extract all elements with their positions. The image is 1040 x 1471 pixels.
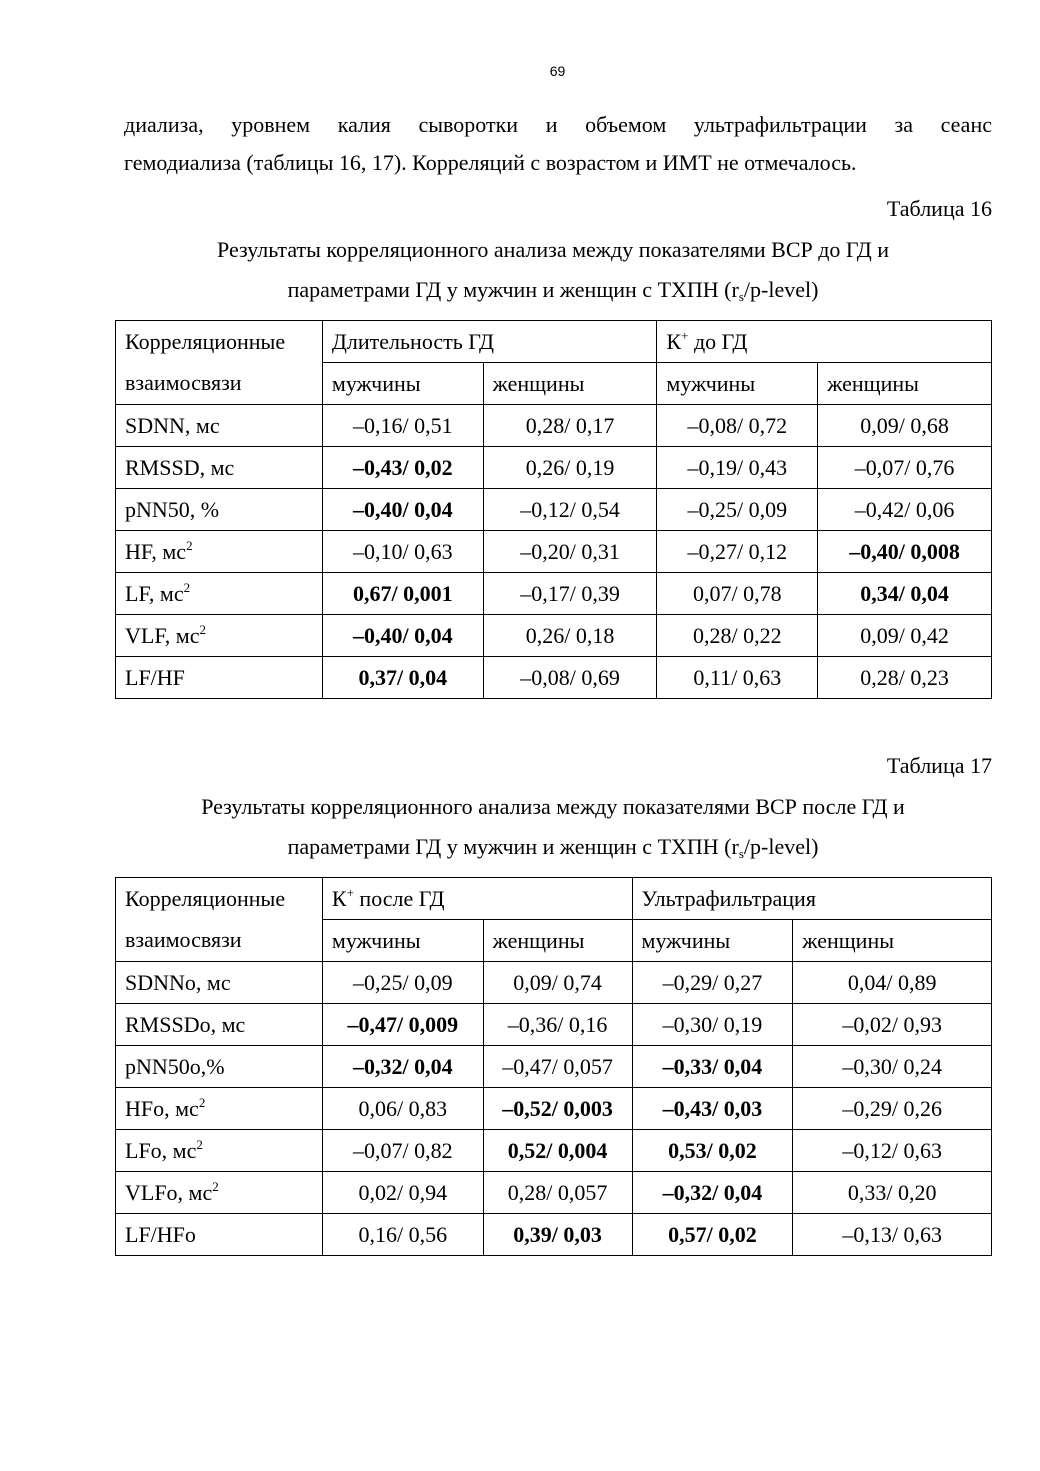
row-label: pNN50, %: [116, 489, 323, 531]
header-group-ultrafiltration: Ультрафильтрация: [632, 878, 991, 920]
table-cell: 0,16/ 0,56: [322, 1214, 483, 1256]
table-row: [116, 1214, 992, 1256]
table-17-caption-line-2: параметрами ГД у мужчин и женщин с ТХПН $(r_s/p-level)$: [287, 834, 819, 861]
header-women: женщины: [483, 363, 657, 405]
table-cell: –0,17/ 0,39: [483, 573, 657, 615]
table-cell: 0,37/ 0,04: [322, 657, 483, 699]
table-cell: 0,28/ 0,22: [657, 615, 818, 657]
table-cell: –0,32/ 0,04: [632, 1172, 793, 1214]
table-cell: –0,47/ 0,009: [322, 1004, 483, 1046]
table-cell: –0,12/ 0,63: [793, 1130, 992, 1172]
table-cell: –0,02/ 0,93: [793, 1004, 992, 1046]
table-cell: –0,33/ 0,04: [632, 1046, 793, 1088]
table-cell: –0,10/ 0,63: [322, 531, 483, 573]
table-cell: –0,40/ 0,008: [818, 531, 992, 573]
row-label: pNN50о,%: [116, 1046, 323, 1088]
header-group-potassium-post: К+ после ГД: [322, 878, 632, 920]
table-cell: –0,19/ 0,43: [657, 447, 818, 489]
table-row: [116, 657, 992, 699]
table-16-label: Таблица 16: [886, 196, 992, 221]
table-cell: 0,39/ 0,03: [483, 1214, 632, 1256]
table-cell: –0,27/ 0,12: [657, 531, 818, 573]
table-cell: –0,08/ 0,69: [483, 657, 657, 699]
table-cell: –0,32/ 0,04: [322, 1046, 483, 1088]
table-cell: –0,12/ 0,54: [483, 489, 657, 531]
table-cell: –0,25/ 0,09: [322, 962, 483, 1004]
table-cell: –0,29/ 0,26: [793, 1088, 992, 1130]
table-cell: 0,26/ 0,19: [483, 447, 657, 489]
table-cell: –0,30/ 0,24: [793, 1046, 992, 1088]
header-women: женщины: [793, 920, 992, 962]
page-number: 69: [549, 63, 566, 79]
table-cell: –0,16/ 0,51: [322, 405, 483, 447]
paragraph-line-1: диализа, уровнем калия сыворотки и объемом ультрафильтрации за сеанс: [124, 112, 992, 137]
table-cell: –0,13/ 0,63: [793, 1214, 992, 1256]
paragraph-line-2: гемодиализа (таблицы 16, 17). Корреляций с возрастом и ИМТ не отмечалось.: [124, 150, 857, 175]
header-group-duration: Длительность ГД: [322, 321, 657, 363]
header-relations: взаимосвязи: [116, 363, 323, 405]
table-cell: –0,43/ 0,03: [632, 1088, 793, 1130]
row-label: LFо, $мс^2$: [116, 1130, 323, 1172]
table-cell: –0,47/ 0,057: [483, 1046, 632, 1088]
header-correlations: Корреляционные: [116, 878, 323, 920]
table-row: [116, 1046, 992, 1088]
row-label: LF, $мс^2$: [116, 573, 323, 615]
table-cell: –0,30/ 0,19: [632, 1004, 793, 1046]
table-cell: 0,33/ 0,20: [793, 1172, 992, 1214]
table-cell: 0,26/ 0,18: [483, 615, 657, 657]
table-row: [116, 573, 992, 615]
table-cell: 0,06/ 0,83: [322, 1088, 483, 1130]
table-row: [116, 447, 992, 489]
header-relations: взаимосвязи: [116, 920, 323, 962]
table-row: [116, 1088, 992, 1130]
table-cell: 0,53/ 0,02: [632, 1130, 793, 1172]
table-cell: 0,07/ 0,78: [657, 573, 818, 615]
row-label: LF/HFо: [116, 1214, 323, 1256]
table-cell: 0,04/ 0,89: [793, 962, 992, 1004]
table-row: [116, 1130, 992, 1172]
table-16-caption-line-1: Результаты корреляционного анализа между показателями ВСР до ГД и: [217, 237, 889, 262]
table-16-caption-line-2: параметрами ГД у мужчин и женщин с ТХПН $(r_s/p-level)$: [287, 277, 819, 304]
table-cell: –0,40/ 0,04: [322, 615, 483, 657]
row-label: VLFо, $мс^2$: [116, 1172, 323, 1214]
table-cell: –0,52/ 0,003: [483, 1088, 632, 1130]
row-label: LF/HF: [116, 657, 323, 699]
table-cell: 0,34/ 0,04: [818, 573, 992, 615]
row-label: HFо, $мс^2$: [116, 1088, 323, 1130]
table-cell: –0,08/ 0,72: [657, 405, 818, 447]
table-cell: 0,28/ 0,17: [483, 405, 657, 447]
table-row: [116, 962, 992, 1004]
row-label: HF, $мс^2$: [116, 531, 323, 573]
table-row: [116, 1172, 992, 1214]
table-cell: 0,52/ 0,004: [483, 1130, 632, 1172]
table-cell: 0,28/ 0,057: [483, 1172, 632, 1214]
table-row: [116, 1004, 992, 1046]
table-row: [116, 405, 992, 447]
row-label: VLF, $мс^2$: [116, 615, 323, 657]
table-cell: –0,20/ 0,31: [483, 531, 657, 573]
table-cell: –0,36/ 0,16: [483, 1004, 632, 1046]
header-group-potassium-pre: К+ до ГД: [657, 321, 992, 363]
table-cell: 0,02/ 0,94: [322, 1172, 483, 1214]
table-cell: 0,09/ 0,68: [818, 405, 992, 447]
header-correlations: Корреляционные: [116, 321, 323, 363]
table-cell: –0,29/ 0,27: [632, 962, 793, 1004]
table-17: [115, 877, 992, 1256]
header-women: женщины: [483, 920, 632, 962]
table-16: [115, 320, 992, 699]
header-men: мужчины: [322, 363, 483, 405]
table-cell: 0,09/ 0,42: [818, 615, 992, 657]
table-17-caption: [115, 787, 991, 867]
header-women: женщины: [818, 363, 992, 405]
table-cell: –0,07/ 0,82: [322, 1130, 483, 1172]
table-cell: 0,09/ 0,74: [483, 962, 632, 1004]
table-cell: –0,40/ 0,04: [322, 489, 483, 531]
header-men: мужчины: [322, 920, 483, 962]
header-men: мужчины: [632, 920, 793, 962]
table-cell: 0,11/ 0,63: [657, 657, 818, 699]
table-16-caption: [115, 230, 991, 310]
body-paragraph: [124, 106, 992, 182]
table-cell: –0,42/ 0,06: [818, 489, 992, 531]
table-cell: –0,25/ 0,09: [657, 489, 818, 531]
row-label: RMSSDо, мс: [116, 1004, 323, 1046]
table-row: [116, 531, 992, 573]
row-label: SDNN, мс: [116, 405, 323, 447]
table-17-label: Таблица 17: [886, 753, 992, 778]
header-men: мужчины: [657, 363, 818, 405]
table-row: [116, 489, 992, 531]
table-row: [116, 615, 992, 657]
table-cell: –0,43/ 0,02: [322, 447, 483, 489]
table-cell: 0,57/ 0,02: [632, 1214, 793, 1256]
table-cell: 0,67/ 0,001: [322, 573, 483, 615]
table-17-caption-line-1: Результаты корреляционного анализа между показателями ВСР после ГД и: [201, 794, 905, 819]
row-label: SDNNо, мс: [116, 962, 323, 1004]
row-label: RMSSD, мс: [116, 447, 323, 489]
table-cell: 0,28/ 0,23: [818, 657, 992, 699]
table-cell: –0,07/ 0,76: [818, 447, 992, 489]
